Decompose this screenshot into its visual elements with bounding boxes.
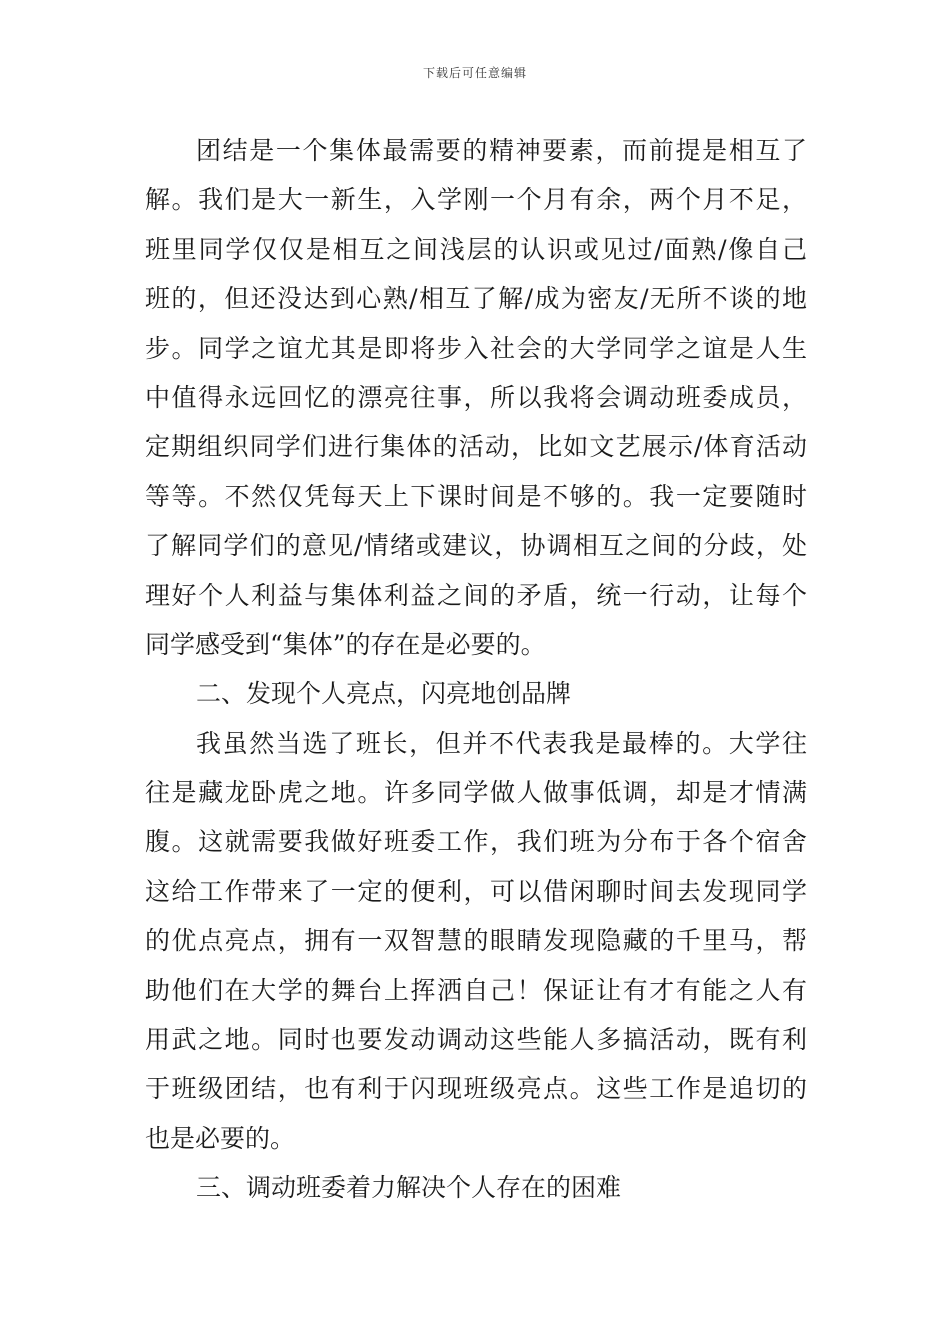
section-heading	[145, 669, 807, 718]
text-line: 于班级团结，也有利于闪现班级亮点。这些工作是追切的	[145, 1074, 807, 1104]
text-line: 中值得永远回忆的漂亮往事，所以我将会调动班委成员，	[145, 382, 807, 412]
text-line: 了解同学们的意见/情绪或建议，协调相互之间的分歧，处	[145, 531, 807, 561]
text-line: 等等。不然仅凭每天上下课时间是不够的。我一定要随时	[145, 481, 807, 511]
paragraph	[145, 719, 807, 1164]
section-heading	[145, 1163, 807, 1212]
document-body	[145, 126, 807, 1213]
text-line: 定期组织同学们进行集体的活动，比如文艺展示/体育活动	[145, 432, 807, 462]
paragraph	[145, 126, 807, 669]
text-line: 同学感受到“集体”的存在是必要的。	[145, 629, 546, 659]
text-line: 往是藏龙卧虎之地。许多同学做人做事低调，却是才情满	[145, 778, 807, 808]
text-line: 腹。这就需要我做好班委工作，我们班为分布于各个宿舍	[145, 827, 807, 857]
text-line: 用武之地。同时也要发动调动这些能人多搞活动，既有利	[145, 1025, 807, 1055]
text-line: 班里同学仅仅是相互之间浅层的认识或见过/面熟/像自己	[145, 234, 807, 264]
page-header: 下载后可任意编辑	[422, 66, 527, 80]
heading-line: 二、发现个人亮点，闪亮地创品牌	[196, 679, 572, 709]
text-line: 班的，但还没达到心熟/相互了解/成为密友/无所不谈的地	[145, 284, 807, 314]
text-line: 我虽然当选了班长，但并不代表我是最棒的。大学往	[196, 728, 807, 758]
text-line: 也是必要的。	[145, 1123, 296, 1153]
heading-line: 三、调动班委着力解决个人存在的困难	[196, 1173, 622, 1203]
text-line: 解。我们是大一新生，入学刚一个月有余，两个月不足，	[145, 185, 807, 215]
text-line: 的优点亮点，拥有一双智慧的眼睛发现隐藏的千里马，帮	[145, 926, 807, 956]
text-line: 步。同学之谊尤其是即将步入社会的大学同学之谊是人生	[145, 333, 807, 363]
text-line: 团结是一个集体最需要的精神要素，而前提是相互了	[196, 136, 807, 165]
text-line: 理好个人利益与集体利益之间的矛盾，统一行动，让每个	[145, 580, 807, 610]
text-line: 这给工作带来了一定的便利，可以借闲聊时间去发现同学	[145, 876, 807, 906]
text-line: 助他们在大学的舞台上挥洒自己！保证让有才有能之人有	[145, 975, 807, 1005]
